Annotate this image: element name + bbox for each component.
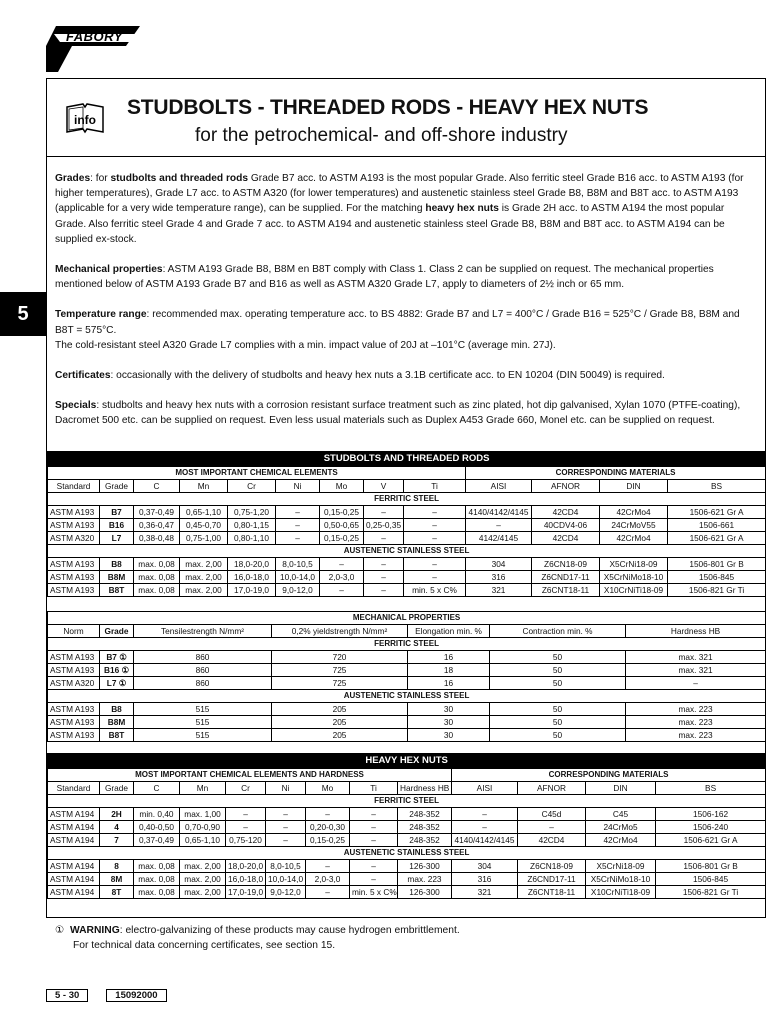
table-cell: 50 <box>490 729 626 742</box>
table-cell: Z6CN18-09 <box>532 558 600 571</box>
table-cell: max. 2,00 <box>180 571 228 584</box>
table-cell: max. 223 <box>398 873 452 886</box>
table-cell: 1506-162 <box>656 808 766 821</box>
intro-text <box>55 171 755 444</box>
table-cell: max. 2,00 <box>180 584 228 597</box>
table-cell: – <box>518 821 586 834</box>
table-cell: 321 <box>466 584 532 597</box>
table-cell: – <box>364 571 404 584</box>
table-cell: max. 2,00 <box>180 873 226 886</box>
table-cell: 8,0-10,5 <box>276 558 320 571</box>
page-subtitle: for the petrochemical- and off-shore industry <box>195 125 568 146</box>
table-cell: B8 <box>100 558 134 571</box>
table-cell: 2,0-3,0 <box>306 873 350 886</box>
studbolts-band: STUDBOLTS AND THREADED RODS <box>48 452 766 467</box>
table-cell: C45 <box>586 808 656 821</box>
table-cell: X10CrNiTi18-09 <box>586 886 656 899</box>
table-cell: 30 <box>408 716 490 729</box>
table-cell: – <box>404 571 466 584</box>
table-cell: max. 0,08 <box>134 571 180 584</box>
table-cell: 0,75-1,00 <box>180 532 228 545</box>
grades-paragraph: Grades: for studbolts and threaded rods Grade B7 acc. to ASTM A193 is the most popular Grade. Also ferritic steel Grade B16 acc. to ASTM A193 (for higher temperatures), Grade L7 acc. to ASTM A320 (for lower temperatures) and austenetic stainless steel Grade B8, B8M and B8T acc. to ASTM A193 (applicable for a very wide temperature range), can be supplied. For the matching heavy hex nuts is Grade 2H acc. to ASTM A194 the most popular Grade. Also ferritic steel Grade 4 and Grade 7 acc. to ASTM A194 and austenetic stainless steel Grade B8, B8M and B8T acc. to ASTM A194 can be supplied ex-stock. <box>55 173 744 245</box>
column-header: Mn <box>180 480 228 493</box>
table-cell: 0,75-1,20 <box>228 506 276 519</box>
column-header: Cr <box>226 782 266 795</box>
table-cell: max. 2,00 <box>180 886 226 899</box>
column-header: Mn <box>180 782 226 795</box>
table-cell: 8 <box>100 860 134 873</box>
table-cell: – <box>350 834 398 847</box>
column-header: Hardness HB <box>398 782 452 795</box>
table-cell: 0,25-0,35 <box>364 519 404 532</box>
page-number: 5 - 30 <box>46 989 88 1002</box>
table-cell: 0,15-0,25 <box>320 506 364 519</box>
table-cell: – <box>276 506 320 519</box>
column-header: Mo <box>306 782 350 795</box>
table-cell: 30 <box>408 703 490 716</box>
table-cell: – <box>306 860 350 873</box>
info-label: info <box>74 113 96 127</box>
column-header: AISI <box>452 782 518 795</box>
nuts-corr-head: CORRESPONDING MATERIALS <box>452 769 766 782</box>
table-cell: ASTM A193 <box>48 558 100 571</box>
table-cell: 4140/4142/4145 <box>466 506 532 519</box>
table-cell: Z6CND17-11 <box>532 571 600 584</box>
table-cell: max. 2,00 <box>180 558 228 571</box>
table-row <box>48 808 766 821</box>
table-row <box>48 886 766 899</box>
table-cell: X10CrNiTi18-09 <box>600 584 668 597</box>
column-header: C <box>134 480 180 493</box>
nuts-table <box>47 753 766 899</box>
mechprops-table <box>47 611 766 742</box>
column-header: AISI <box>466 480 532 493</box>
table-cell: 515 <box>134 703 272 716</box>
table-cell: – <box>320 584 364 597</box>
table-cell: 17,0-19,0 <box>228 584 276 597</box>
table-cell: B7 ① <box>100 651 134 664</box>
table-cell: 1506-821 Gr Ti <box>656 886 766 899</box>
table-cell: ASTM A193 <box>48 729 100 742</box>
table-cell: 316 <box>466 571 532 584</box>
table-cell: ASTM A193 <box>48 664 100 677</box>
table-cell: 8,0-10,5 <box>266 860 306 873</box>
studbolts-table <box>47 451 766 597</box>
table-cell: 1506-240 <box>656 821 766 834</box>
table-cell: B8M <box>100 716 134 729</box>
table-cell: 725 <box>272 664 408 677</box>
table-row <box>48 664 766 677</box>
table-cell: – <box>364 532 404 545</box>
table-cell: Z6CND17-11 <box>518 873 586 886</box>
table-cell: 0,38-0,48 <box>134 532 180 545</box>
warning-note: ① WARNING: electro-galvanizing of these products may cause hydrogen embrittlement. For technical data concerning certificates, see section 15. <box>55 925 460 951</box>
table-row <box>48 821 766 834</box>
table-cell: B8T <box>100 729 134 742</box>
column-header: Grade <box>100 480 134 493</box>
table-cell: 50 <box>490 651 626 664</box>
table-cell: 2,0-3,0 <box>320 571 364 584</box>
table-cell: – <box>350 860 398 873</box>
table-cell: 0,65-1,10 <box>180 506 228 519</box>
table-cell: 248-352 <box>398 808 452 821</box>
table-row <box>48 532 766 545</box>
table-cell: 860 <box>134 664 272 677</box>
table-cell: 304 <box>466 558 532 571</box>
mechprops-table-wrap <box>47 611 765 742</box>
column-header: C <box>134 782 180 795</box>
table-cell: 860 <box>134 677 272 690</box>
table-cell: 0,80-1,15 <box>228 519 276 532</box>
table-cell: – <box>364 558 404 571</box>
column-header: DIN <box>586 782 656 795</box>
table-cell: ASTM A193 <box>48 716 100 729</box>
table-cell: ASTM A193 <box>48 506 100 519</box>
table-cell: – <box>226 821 266 834</box>
table-cell: 515 <box>134 716 272 729</box>
table-cell: 24CrMoV55 <box>600 519 668 532</box>
mech-austenetic-head: AUSTENETIC STAINLESS STEEL <box>48 690 766 703</box>
table-cell: 304 <box>452 860 518 873</box>
column-header: Elongation min. % <box>408 625 490 638</box>
column-header: Mo <box>320 480 364 493</box>
table-cell: ASTM A320 <box>48 677 100 690</box>
table-cell: 16 <box>408 677 490 690</box>
column-header: V <box>364 480 404 493</box>
mech-head: MECHANICAL PROPERTIES <box>48 612 766 625</box>
table-cell: 725 <box>272 677 408 690</box>
table-cell: min. 5 x C% <box>404 584 466 597</box>
table-cell: ASTM A194 <box>48 821 100 834</box>
table-row <box>48 703 766 716</box>
table-cell: 50 <box>490 716 626 729</box>
column-header: 0,2% yieldstrength N/mm² <box>272 625 408 638</box>
certificates-paragraph: Certificates: occasionally with the delivery of studbolts and heavy hex nuts a 3.1B certificate acc. to EN 10204 (DIN 50049) is required. <box>55 370 665 382</box>
table-cell: 1506-661 <box>668 519 766 532</box>
table-cell: max. 223 <box>626 716 766 729</box>
table-cell: 50 <box>490 677 626 690</box>
table-cell: – <box>266 821 306 834</box>
table-cell: 316 <box>452 873 518 886</box>
table-cell: B16 ① <box>100 664 134 677</box>
table-row <box>48 860 766 873</box>
table-cell: ASTM A194 <box>48 886 100 899</box>
table-cell: max. 0,08 <box>134 860 180 873</box>
table-row <box>48 558 766 571</box>
table-cell: Z6CNT18-11 <box>532 584 600 597</box>
table-cell: – <box>404 506 466 519</box>
table-cell: 16 <box>408 651 490 664</box>
studbolts-table-wrap <box>47 451 765 597</box>
table-cell: 2H <box>100 808 134 821</box>
table-cell: 1506-621 Gr A <box>656 834 766 847</box>
title-header <box>47 79 765 157</box>
stud-ferritic-head: FERRITIC STEEL <box>48 493 766 506</box>
table-cell: ASTM A193 <box>48 519 100 532</box>
table-cell: – <box>266 834 306 847</box>
table-cell: – <box>364 506 404 519</box>
table-cell: 0,45-0,70 <box>180 519 228 532</box>
table-cell: 50 <box>490 664 626 677</box>
page-footer <box>46 985 185 1003</box>
table-cell: 205 <box>272 703 408 716</box>
table-cell: – <box>364 584 404 597</box>
table-cell: B16 <box>100 519 134 532</box>
table-cell: 4 <box>100 821 134 834</box>
table-cell: max. 0,08 <box>134 558 180 571</box>
table-cell: ASTM A193 <box>48 651 100 664</box>
table-cell: 0,20-0,30 <box>306 821 350 834</box>
table-cell: 720 <box>272 651 408 664</box>
table-cell: L7 ① <box>100 677 134 690</box>
table-cell: 18,0-20,0 <box>226 860 266 873</box>
table-row <box>48 716 766 729</box>
table-cell: – <box>350 808 398 821</box>
nuts-chem-head: MOST IMPORTANT CHEMICAL ELEMENTS AND HARDNESS <box>48 769 452 782</box>
table-cell: 205 <box>272 729 408 742</box>
table-cell: 9,0-12,0 <box>276 584 320 597</box>
table-cell: 0,36-0,47 <box>134 519 180 532</box>
table-row <box>48 519 766 532</box>
table-cell: 4142/4145 <box>466 532 532 545</box>
column-header: Contraction min. % <box>490 625 626 638</box>
table-cell: – <box>306 886 350 899</box>
column-header: BS <box>668 480 766 493</box>
column-header: Ti <box>404 480 466 493</box>
table-cell: 42CD4 <box>518 834 586 847</box>
info-book-icon <box>65 101 105 135</box>
table-cell: Z6CNT18-11 <box>518 886 586 899</box>
table-cell: max. 1,00 <box>180 808 226 821</box>
table-cell: 17,0-19,0 <box>226 886 266 899</box>
table-cell: B8M <box>100 571 134 584</box>
table-cell: – <box>306 808 350 821</box>
column-header: Tensilestrength N/mm² <box>134 625 272 638</box>
table-cell: 515 <box>134 729 272 742</box>
table-cell: ASTM A194 <box>48 860 100 873</box>
column-header: AFNOR <box>518 782 586 795</box>
table-cell: – <box>350 873 398 886</box>
table-cell: 9,0-12,0 <box>266 886 306 899</box>
specials-paragraph: Specials: studbolts and heavy hex nuts with a corrosion resistant surface treatment such as zinc plated, hot dip galvanised, Xylan 1070 (PTFE-coating), Dacromet 500 etc. can be supplied on request. Even less usual materials such as Duplex A453 Grade 660, Monel etc. can be supplied on request. <box>55 400 741 427</box>
column-header: Standard <box>48 480 100 493</box>
table-cell: 1506-801 Gr B <box>668 558 766 571</box>
nuts-band: HEAVY HEX NUTS <box>48 754 766 769</box>
table-cell: 8M <box>100 873 134 886</box>
table-cell: 10,0-14,0 <box>276 571 320 584</box>
table-cell: 126-300 <box>398 860 452 873</box>
table-row <box>48 873 766 886</box>
table-cell: max. 0,08 <box>134 886 180 899</box>
table-cell: 0,40-0,50 <box>134 821 180 834</box>
table-cell: 7 <box>100 834 134 847</box>
table-row <box>48 677 766 690</box>
table-cell: – <box>266 808 306 821</box>
table-cell: ASTM A320 <box>48 532 100 545</box>
table-cell: – <box>466 519 532 532</box>
table-cell: C45d <box>518 808 586 821</box>
table-cell: 24CrMo5 <box>586 821 656 834</box>
table-cell: 42CD4 <box>532 532 600 545</box>
table-cell: 1506-621 Gr A <box>668 506 766 519</box>
table-cell: 0,15-0,25 <box>306 834 350 847</box>
table-cell: X5CrNiMo18-10 <box>600 571 668 584</box>
table-cell: 42CD4 <box>532 506 600 519</box>
column-header: Cr <box>228 480 276 493</box>
table-cell: – <box>276 519 320 532</box>
table-cell: 248-352 <box>398 821 452 834</box>
table-cell: X5CrNiMo18-10 <box>586 873 656 886</box>
section-tab: 5 <box>0 292 46 336</box>
table-cell: 42CrMo4 <box>600 532 668 545</box>
table-cell: 18 <box>408 664 490 677</box>
table-cell: 0,75-120 <box>226 834 266 847</box>
table-cell: max. 0,08 <box>134 873 180 886</box>
table-cell: 4140/4142/4145 <box>452 834 518 847</box>
column-header: Hardness HB <box>626 625 766 638</box>
column-header: BS <box>656 782 766 795</box>
column-header: Ni <box>266 782 306 795</box>
table-cell: 0,37-0,49 <box>134 834 180 847</box>
table-cell: 205 <box>272 716 408 729</box>
table-cell: 16,0-18,0 <box>228 571 276 584</box>
table-cell: – <box>452 821 518 834</box>
table-cell: max. 223 <box>626 729 766 742</box>
table-cell: 0,65-1,10 <box>180 834 226 847</box>
table-cell: 0,15-0,25 <box>320 532 364 545</box>
table-cell: – <box>226 808 266 821</box>
table-cell: 10,0-14,0 <box>266 873 306 886</box>
column-header: Ti <box>350 782 398 795</box>
table-cell: 42CrMo4 <box>586 834 656 847</box>
table-cell: ASTM A194 <box>48 808 100 821</box>
table-cell: 0,80-1,10 <box>228 532 276 545</box>
column-header: Grade <box>100 782 134 795</box>
mechanical-paragraph: Mechanical properties: ASTM A193 Grade B8, B8M en B8T comply with Class 1. Class 2 can be supplied on request. The mechanical properties mentioned below of ASTM A193 Grade B7 and B16 as well as ASTM A320 Grade L7, apply to diameters of 2½ inch or 65 mm. <box>55 264 714 291</box>
table-cell: 40CDV4-06 <box>532 519 600 532</box>
table-row <box>48 571 766 584</box>
nuts-austenetic-head: AUSTENETIC STAINLESS STEEL <box>48 847 766 860</box>
stud-austenetic-head: AUSTENETIC STAINLESS STEEL <box>48 545 766 558</box>
table-row <box>48 584 766 597</box>
table-cell: 30 <box>408 729 490 742</box>
table-cell: max. 223 <box>626 703 766 716</box>
table-cell: 321 <box>452 886 518 899</box>
table-cell: 18,0-20,0 <box>228 558 276 571</box>
table-cell: ASTM A193 <box>48 571 100 584</box>
table-cell: 1506-845 <box>656 873 766 886</box>
table-row <box>48 651 766 664</box>
table-cell: B7 <box>100 506 134 519</box>
nuts-table-wrap <box>47 753 765 899</box>
table-cell: L7 <box>100 532 134 545</box>
column-header: Norm <box>48 625 100 638</box>
stud-corr-head: CORRESPONDING MATERIALS <box>466 467 766 480</box>
brand-name: FABORY <box>66 29 123 44</box>
table-cell: – <box>404 519 466 532</box>
table-cell: max. 321 <box>626 664 766 677</box>
table-cell: B8T <box>100 584 134 597</box>
temperature-paragraph: Temperature range: recommended max. operating temperature acc. to BS 4882: Grade B7 and L7 = 400°C / Grade B16 = 525°C / Grade B8, B8M and B8T = 575°C. The cold-resistant steel A320 Grade L7 complies with a min. impact value of 20J at –101°C (average min. 27J). <box>55 309 740 351</box>
doc-code: 15092000 <box>106 989 166 1002</box>
table-cell: max. 321 <box>626 651 766 664</box>
fabory-logo <box>46 26 140 72</box>
table-cell: 126-300 <box>398 886 452 899</box>
table-cell: B8 <box>100 703 134 716</box>
table-row <box>48 506 766 519</box>
table-cell: 42CrMo4 <box>600 506 668 519</box>
table-cell: ASTM A193 <box>48 703 100 716</box>
column-header: Ni <box>276 480 320 493</box>
table-cell: X5CrNi18-09 <box>586 860 656 873</box>
table-cell: 1506-801 Gr B <box>656 860 766 873</box>
table-cell: min. 0,40 <box>134 808 180 821</box>
column-header: AFNOR <box>532 480 600 493</box>
table-cell: 248-352 <box>398 834 452 847</box>
table-cell: min. 5 x C% <box>350 886 398 899</box>
table-cell: ASTM A194 <box>48 834 100 847</box>
table-cell: – <box>404 532 466 545</box>
table-cell: 0,50-0,65 <box>320 519 364 532</box>
column-header: DIN <box>600 480 668 493</box>
table-cell: max. 0,08 <box>134 584 180 597</box>
table-cell: 1506-845 <box>668 571 766 584</box>
content-frame <box>46 78 766 951</box>
table-cell: – <box>452 808 518 821</box>
stud-chem-head: MOST IMPORTANT CHEMICAL ELEMENTS <box>48 467 466 480</box>
mech-ferritic-head: FERRITIC STEEL <box>48 638 766 651</box>
table-cell: Z6CN18-09 <box>518 860 586 873</box>
table-cell: 860 <box>134 651 272 664</box>
table-cell: ASTM A193 <box>48 584 100 597</box>
table-cell: 8T <box>100 886 134 899</box>
nuts-ferritic-head: FERRITIC STEEL <box>48 795 766 808</box>
table-cell: – <box>404 558 466 571</box>
table-row <box>48 834 766 847</box>
table-cell: 0,70-0,90 <box>180 821 226 834</box>
table-cell: – <box>350 821 398 834</box>
table-cell: – <box>626 677 766 690</box>
table-cell: 1506-821 Gr Ti <box>668 584 766 597</box>
column-header: Standard <box>48 782 100 795</box>
table-cell: 16,0-18,0 <box>226 873 266 886</box>
table-cell: 50 <box>490 703 626 716</box>
table-cell: max. 2,00 <box>180 860 226 873</box>
table-cell: X5CrNi18-09 <box>600 558 668 571</box>
table-cell: 1506-621 Gr A <box>668 532 766 545</box>
page-title: STUDBOLTS - THREADED RODS - HEAVY HEX NUTS <box>127 96 649 119</box>
table-row <box>48 729 766 742</box>
column-header: Grade <box>100 625 134 638</box>
table-cell: ASTM A194 <box>48 873 100 886</box>
table-cell: – <box>276 532 320 545</box>
table-cell: – <box>320 558 364 571</box>
table-cell: 0,37-0,49 <box>134 506 180 519</box>
